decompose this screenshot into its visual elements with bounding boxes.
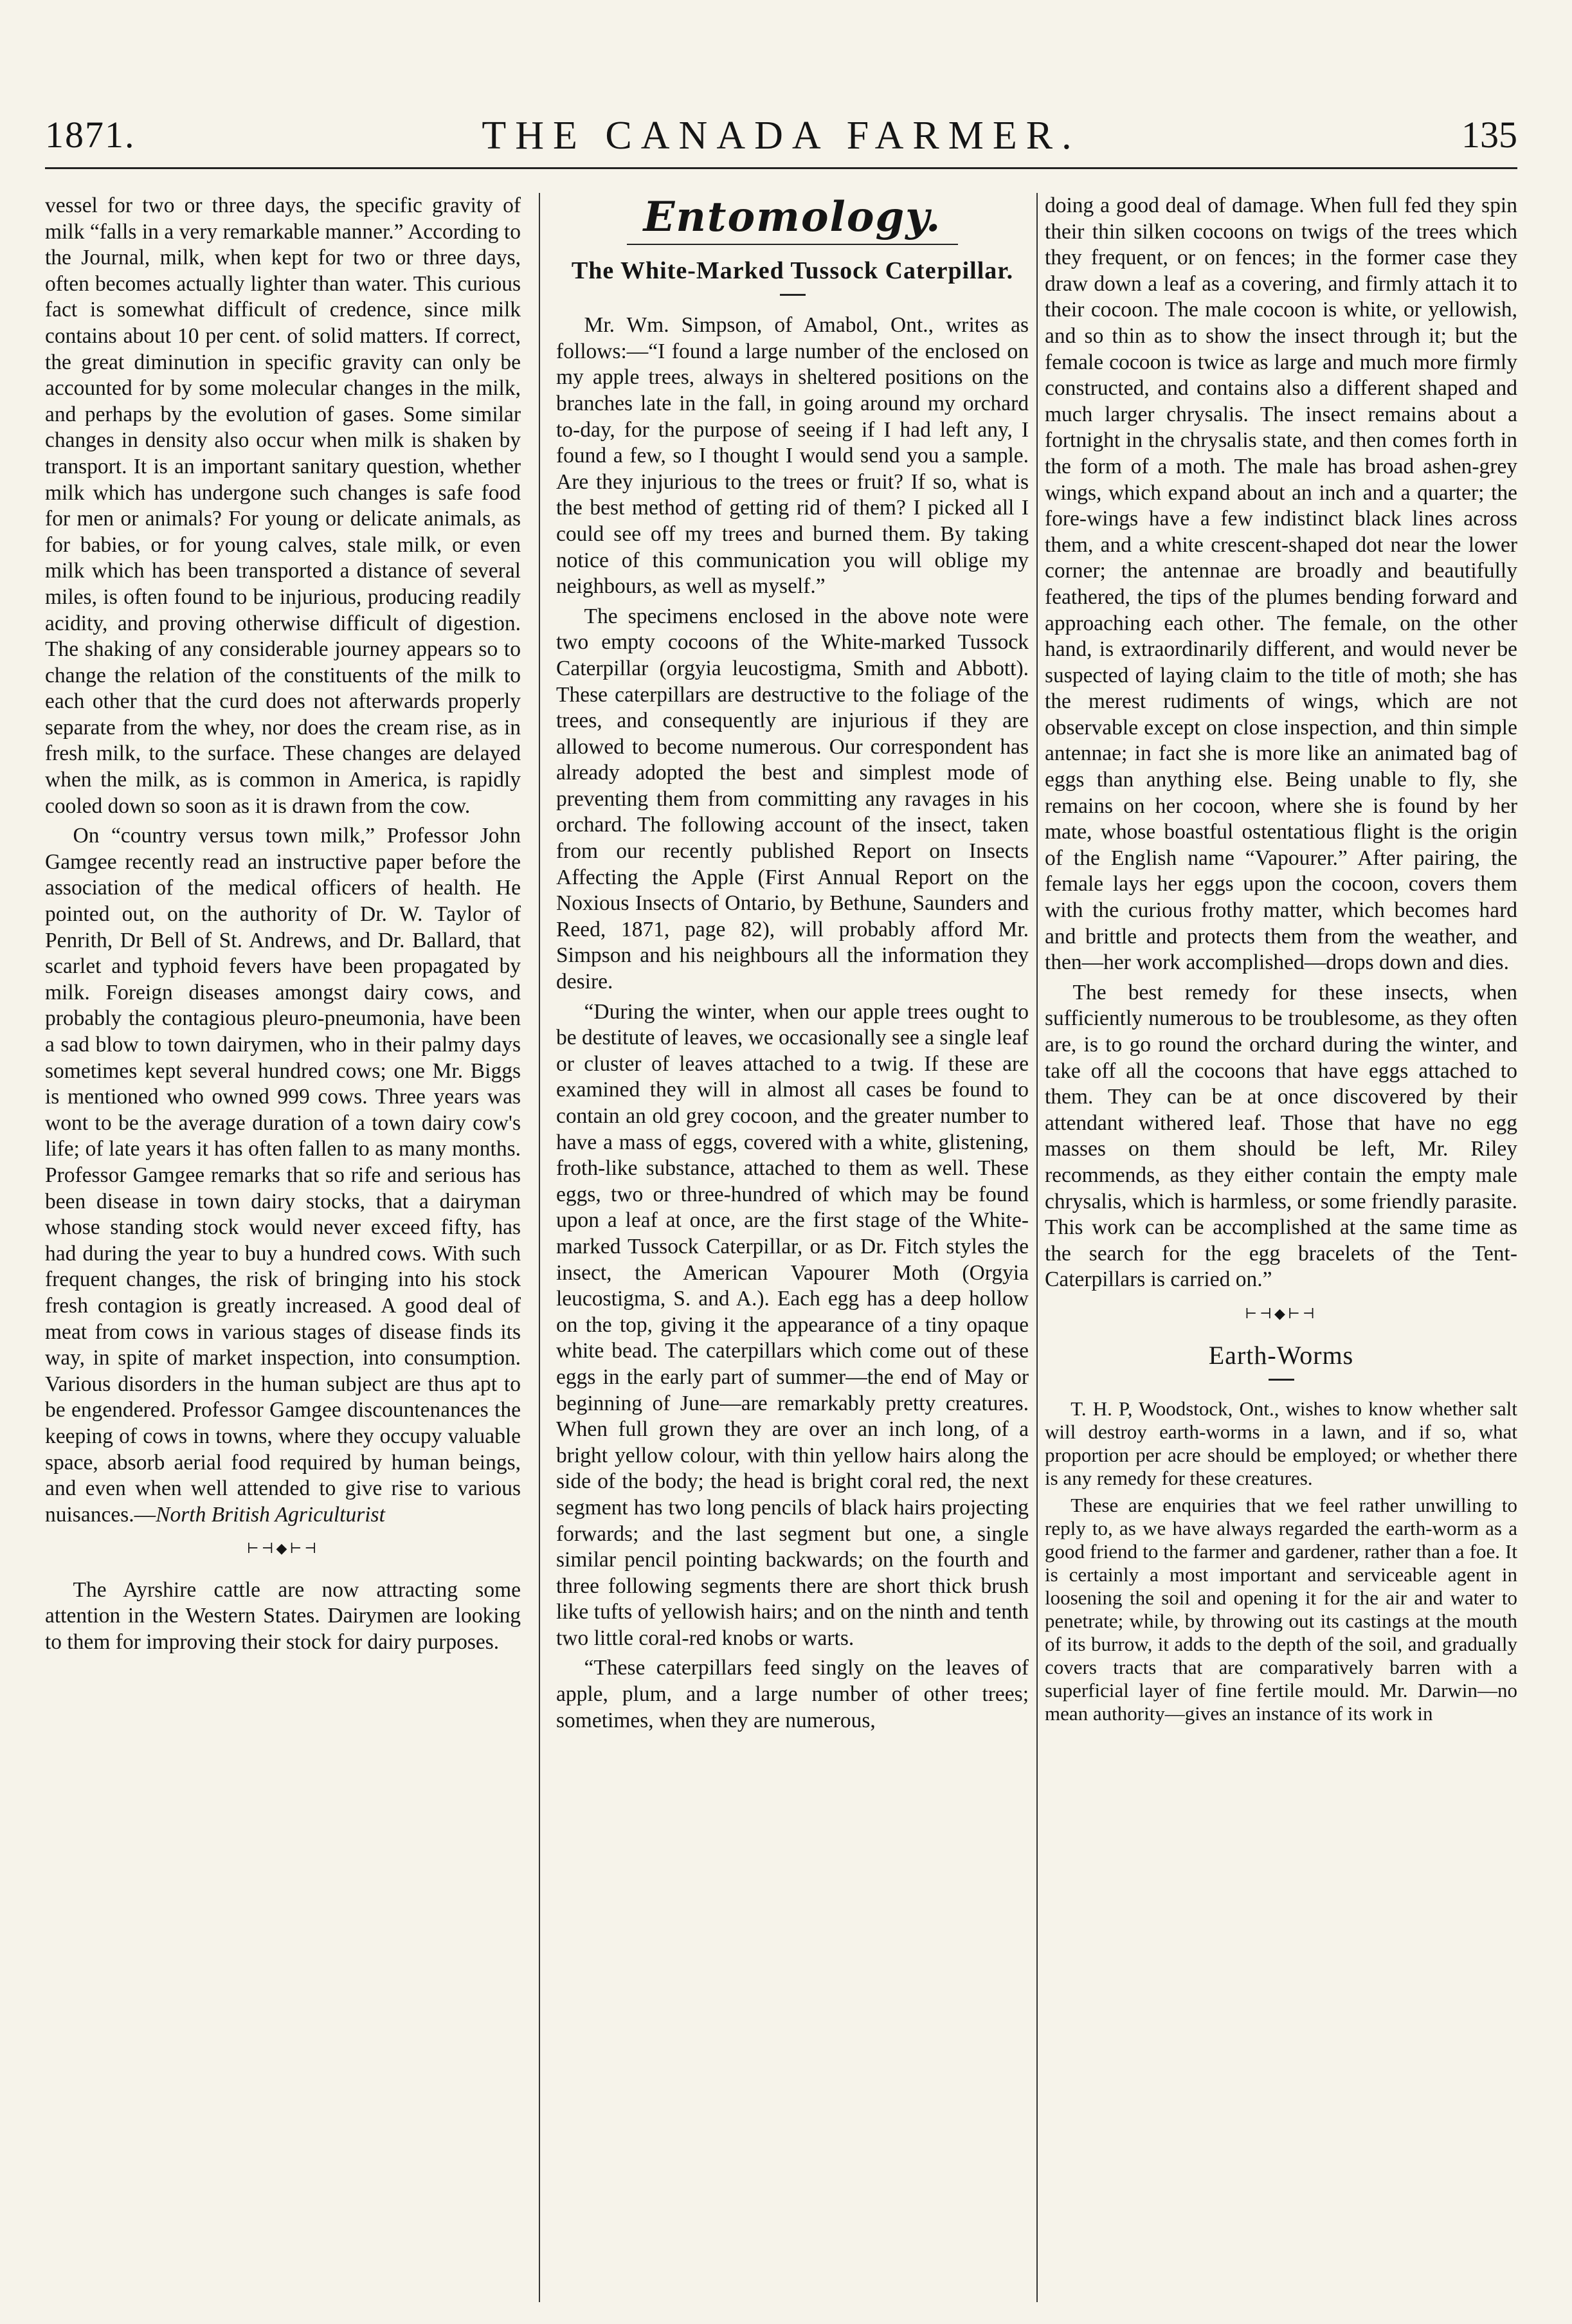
section-heading: Entomology. (643, 193, 942, 241)
query-paragraph: T. H. P, Woodstock, Ont., wishes to know whether salt will destroy earth-worms in a lawn, and if so, what proportion per acre should be employed; or whether there is any remedy for these creatures. (1045, 1397, 1517, 1490)
article-title: The White-Marked Tussock Caterpillar. (571, 257, 1014, 284)
quoted-report-paragraph: “These caterpillars feed singly on the leaves of apple, plum, and a large number of other trees; sometimes, when they are numerous, (556, 1656, 1029, 1732)
reply-paragraph: The specimens enclosed in the above note were two empty cocoons of the White-marked Tussock Caterpillar (orgyia leucostigma, Smith and Abbott). These caterpillars are destructive to the foliage of the trees, and consequently are injurious if they are allowed to become numerous. Our correspondent has already adopted the best and simplest mode of preventing them from committing any ravages in his orchard. The following account of the insect, taken from our recently published Report on Insects Affecting the Apple (First Annual Report on the Noxious Insects of Ontario, by Bethune, Saunders and Reed, 1871, page 82), will probably afford Mr. Simpson and his neighbours all the information they desire. (556, 604, 1029, 994)
header-year: 1871. (45, 114, 136, 156)
title-dash (1269, 1379, 1294, 1381)
paragraph-text: On “country versus town milk,” Professor John Gamgee recently read an instructive paper before the association of the medical officers of health. He pointed out, on the authority of Dr. W. Taylor of Penrith, Dr Bell of St. Andrews, and Dr. Ballard, that scarlet and typhoid fevers have been propagated by milk. Foreign diseases amongst dairy cows, and probably the contagious pleuro-pneumonia, have been a sad blow to town dairymen, who in their palmy days sometimes kept several hundred cows; one Mr. Biggs is mentioned who owned 999 cows. Three years was wont to be the average duration of a town dairy cow's life; of late years it has often fallen to as many months. Professor Gamgee remarks that so rife and serious has been disease in town dairy stocks, that a dairyman whose standing stock would never exceed fifty, has had during the year to buy a hundred cows. With such frequent changes, the risk of bringing into his stock fresh contagion is greatly increased. A good deal of meat from cows in various stages of disease finds its way, in spite of market inspection, into consumption. Various disorders in the human subject are thus apt to be engendered. Professor Gamgee discountenances the keeping of cows in towns, where they occupy valuable space, absorb aerial food required by human beings, and even when well attended to give rise to various nuisances.— (45, 824, 521, 1527)
ayrshire-paragraph: The Ayrshire cattle are now attracting some attention in the Western States. Dairymen are looking to them for improving their stock for dairy purposes. (45, 1577, 521, 1655)
masthead-title: THE CANADA FARMER. (482, 114, 1081, 158)
column-1 (45, 193, 521, 1660)
remedy-paragraph: The best remedy for these insects, when sufficiently numerous to be troublesome, as they often are, is to go round the orchard during the winter, and take off all the cocoons that have eggs attached to them. They can be at once discovered by their attendant withered leaf. Those that have no egg masses on them should be left, Mr. Riley recommends, as they either contain the empty male chrysalis, which is harmless, or some friendly parasite. This work can be accomplished at the same time as the search for the egg bracelets of the Tent-Caterpillars is carried on.” (1045, 980, 1517, 1292)
milk-article-paragraph: vessel for two or three days, the specific gravity of milk “falls in a very remarkable manner.” According to the Journal, milk, when kept for two or three days, often becomes actually lighter than water. This curious fact is somewhat difficult of credence, since milk contains about 10 per cent. of solid matters. If correct, the great diminution in specific gravity can only be accounted for by some molecular changes in the milk, and perhaps by the evolution of gases. Some similar changes in density also occur when milk is shaken by transport. It is an important sanitary question, whether milk which has undergone such changes is safe food for men or animals? For young or delicate animals, as for babies, or for young calves, stale milk, or even milk which has been transported a distance of several miles, is often found to be injurious, producing readily acidity, and proving otherwise difficult of digestion. The shaking of any considerable journey appears so to change the relation of the constituents of the milk to each other that the curd does not afterwards properly separate from the whey, nor does the cream rise, as in fresh milk, to the surface. These changes are delayed when the milk, as is common in America, is rapidly cooled down so soon as it is drawn from the cow. (45, 194, 521, 818)
column-rule-right (1036, 193, 1038, 2302)
page-header (45, 109, 1517, 169)
continued-paragraph: doing a good deal of damage. When full fed they spin their thin silken cocoons on twigs of the trees which they frequent, or on fences; in the former case they draw down a leaf as a covering, and firmly attach it to their cocoon. The male cocoon is white, or yellowish, and so thin as to show the insect through it; but the female cocoon is twice as large and much more firmly constructed, and contains also a different shaped and much larger chrysalis. The insect remains about a fortnight in the chrysalis state, and then comes forth in the form of a moth. The male has broad ashen-grey wings, which expand about an inch and a quarter; the fore-wings have a few indistinct black lines across them, and a white crescent-shaped dot near the lower corner; the antennae are broadly and beautifully feathered, the tips of the plumes bending forward and approaching each other. The female, on the other hand, is extraordinarily different, and would never be suspected of laying claim to the title of moth; she has the merest rudiments of wings, which are not observable except on close inspection, and thin simple antennae; in fact she is more like an animated bag of eggs than anything else. Being unable to fly, she remains on her cocoon, where she is found by her mate, whose boastful ostentatious flight is the origin of the English name “Vapourer.” After pairing, the female lays her eggs upon the cocoon, covers them with the curious frothy matter, which becomes hard and brittle and protects them from the weather, and then—her work accomplished—drops down and dies. (1045, 194, 1517, 975)
article-title: Earth-Worms (1208, 1340, 1354, 1370)
source-citation: North British Agriculturist (156, 1502, 385, 1527)
column-3 (1045, 193, 1517, 1729)
page-number: 135 (1461, 114, 1517, 156)
letter-paragraph: Mr. Wm. Simpson, of Amabol, Ont., writes as follows:—“I found a large number of the enclosed on my apple trees, always in sheltered positions on the branches late in the fall, in going around my orchard to-day, for the purpose of seeing if I had left any, I found a few, so I thought I would send you a sample. Are they injurious to the trees or fruit? If so, what is the best method of getting rid of them? I picked all I could see off my trees and burned them. By taking notice of this communication you will oblige my neighbours, as well as myself.” (556, 313, 1029, 599)
section-rule (627, 244, 958, 245)
title-dash (780, 294, 806, 296)
ornament-divider: ⊢⊣◆⊢⊣ (1245, 1305, 1317, 1321)
answer-paragraph: These are enquiries that we feel rather unwilling to reply to, as we have always regarded the earth-worm as a good friend to the farmer and gardener, rather than a foe. It is certainly a most important and serviceable agent in loosening the soil and opening it for the air and water to penetrate; while, by throwing out its castings at the mouth of its burrow, it adds to the depth of the soil, and gradually covers tracts that are comparatively barren with a superficial layer of fine fertile mould. Mr. Darwin—no mean authority—gives an instance of its work in (1045, 1494, 1517, 1725)
column-2 (556, 193, 1029, 1738)
column-rule-left (539, 193, 540, 2302)
quoted-report-paragraph: “During the winter, when our apple trees ought to be destitute of leaves, we occasionally see a single leaf or cluster of leaves attached to a twig. If these are examined they will in almost all cases be found to contain an old grey cocoon, and the greater number to have a mass of eggs, covered with a white, glistening, froth-like substance, attached to them as well. These eggs, two or three-hundred of which may be found upon a leaf at once, are the first stage of the White-marked Tussock Caterpillar, or as Dr. Fitch styles the insect, the American Vapourer Moth (Orgyia leucostigma, S. and A.). Each egg has a deep hollow on the top, giving it the appearance of a tiny opaque white bead. The caterpillars which come out of these eggs in the early part of summer—the end of May or beginning of June—are remarkably pretty creatures. When full grown they are over an inch long, of a bright yellow colour, with thin yellow hairs along the side of the body; the head is bright coral red, the next segment has two long pencils of black hairs projecting forwards; and the last segment but one, a single similar pencil pointing backwards; on the fourth and three following segments there are short thick brush like tufts of yellowish hairs; and on the ninth and tenth two little coral-red knobs or warts. (556, 999, 1029, 1650)
ornament-divider: ⊢⊣◆⊢⊣ (246, 1540, 320, 1557)
country-town-milk-paragraph (45, 823, 521, 1528)
